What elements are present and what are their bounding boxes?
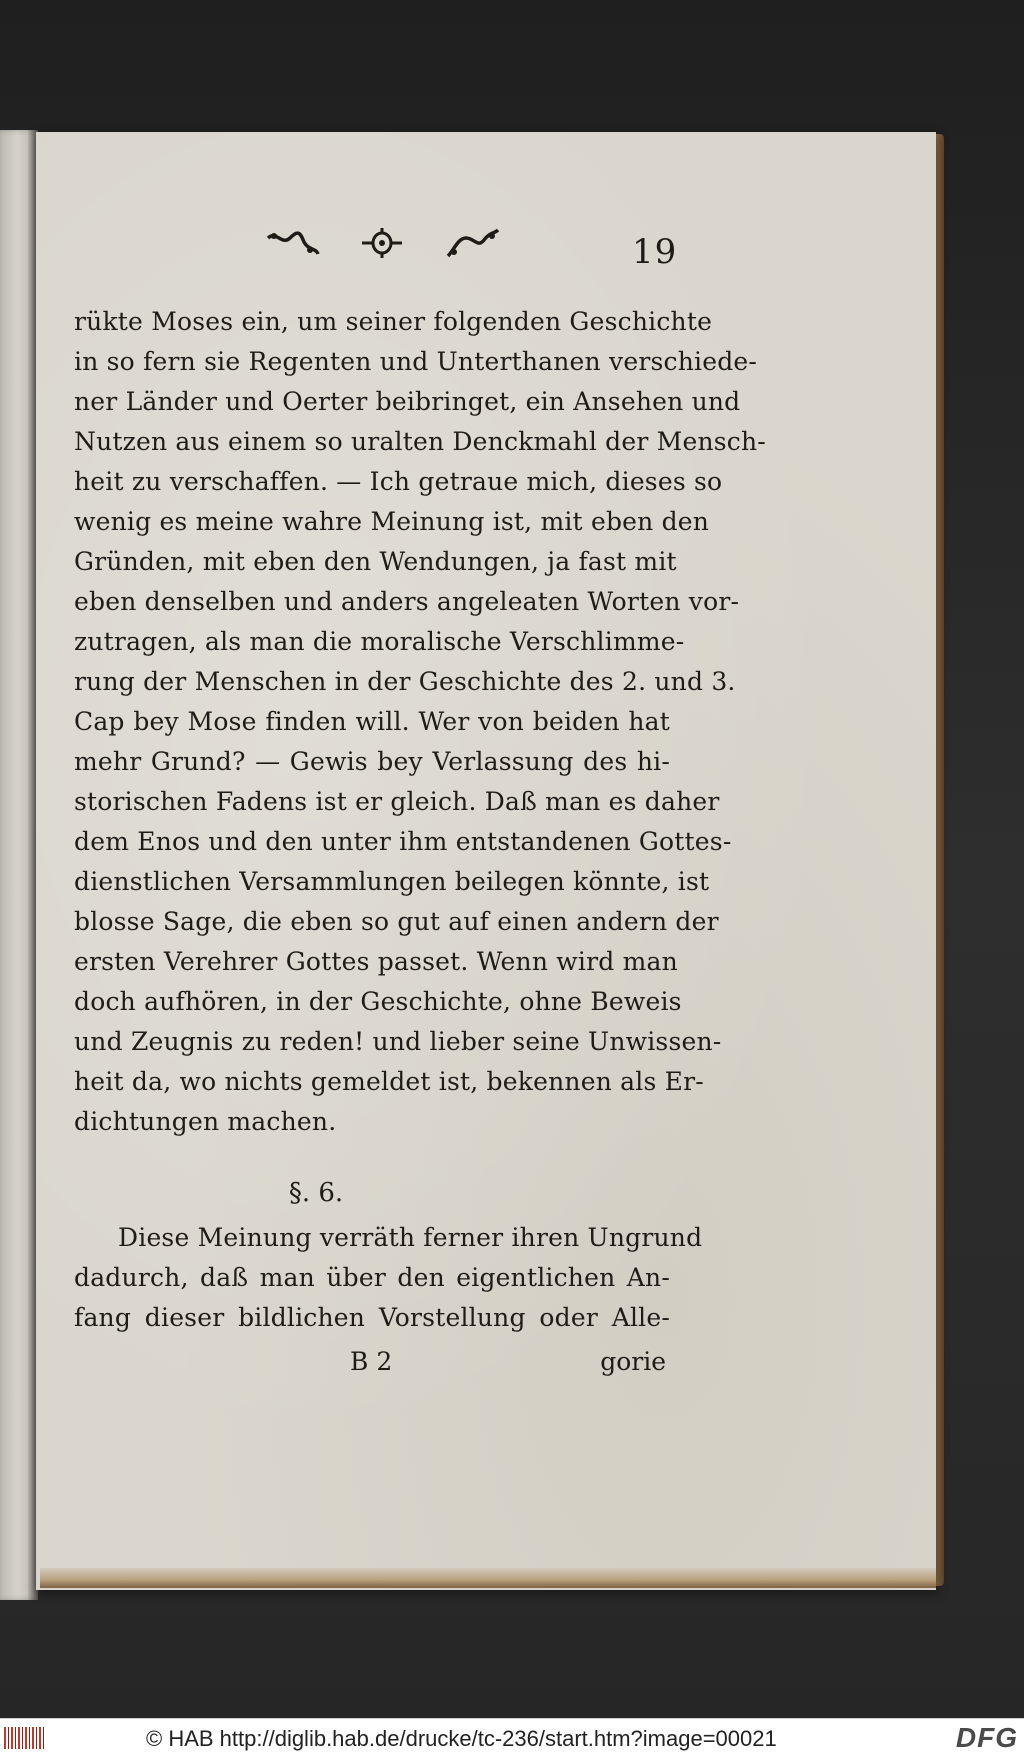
- attribution-bar: [0, 1718, 1024, 1755]
- text-line: dichtungen machen.: [74, 1107, 337, 1136]
- text-line: ersten Verehrer Gottes passet. Wenn wird man: [74, 947, 678, 976]
- header-ornaments: [266, 226, 500, 260]
- text-line: ner Länder und Oerter beibringet, ein Ansehen und: [74, 387, 741, 416]
- text-line: zutragen, als man die moralische Verschlimme-: [74, 627, 685, 656]
- signature-mark: B 2: [350, 1347, 393, 1376]
- text-line: dadurch, daß man über den eigentlichen An-: [74, 1263, 670, 1292]
- text-line: Nutzen aus einem so uralten Denckmahl der Mensch-: [74, 427, 766, 456]
- text-line: wenig es meine wahre Meinung ist, mit eben den: [74, 507, 710, 536]
- text-line: rükte Moses ein, um seiner folgenden Geschichte: [74, 307, 713, 336]
- section-heading: [36, 1178, 936, 1208]
- center-rosette-icon: [360, 226, 404, 260]
- text-line: heit zu verschaffen. — Ich getraue mich, dieses so: [74, 467, 723, 496]
- copyright-link[interactable]: © HAB http://diglib.hab.de/drucke/tc-236/start.htm?image=00021: [146, 1726, 777, 1751]
- left-flourish-icon: [266, 228, 320, 258]
- text-line: storischen Fadens ist er gleich. Daß man es daher: [74, 787, 720, 816]
- text-line: mehr Grund? — Gewis bey Verlassung des hi-: [74, 747, 670, 776]
- right-flourish-icon: [444, 226, 500, 260]
- adjacent-page-edge: [0, 130, 38, 1600]
- text-line: doch aufhören, in der Geschichte, ohne Beweis: [74, 987, 682, 1016]
- text-line: Cap bey Mose finden will. Wer von beiden hat: [74, 707, 670, 736]
- text-line: Diese Meinung verräth ferner ihren Ungrund: [118, 1223, 703, 1252]
- page-number: 19: [632, 232, 678, 272]
- page-bottom-edge: [40, 1568, 936, 1588]
- text-line: Gründen, mit eben den Wendungen, ja fast mit: [74, 547, 677, 576]
- library-barcode-icon: [4, 1727, 44, 1749]
- section-paragraph: [74, 1218, 703, 1338]
- section-number: §. 6.: [288, 1178, 344, 1208]
- catchword: gorie: [600, 1347, 666, 1376]
- paragraph-continuation: [74, 302, 766, 1142]
- text-line: in so fern sie Regenten und Unterthanen verschiede-: [74, 347, 758, 376]
- text-line: dem Enos und den unter ihm entstandenen Gottes-: [74, 827, 732, 856]
- text-line: blosse Sage, die eben so gut auf einen andern der: [74, 907, 719, 936]
- text-line: heit da, wo nichts gemeldet ist, bekennen als Er-: [74, 1067, 704, 1096]
- text-line: fang dieser bildlichen Vorstellung oder Alle-: [74, 1303, 670, 1332]
- text-line: rung der Menschen in der Geschichte des 2. und 3.: [74, 667, 736, 696]
- page-footer-line: [74, 1342, 670, 1382]
- page-header: [36, 226, 936, 286]
- dfg-logo: DFG: [955, 1722, 1018, 1753]
- text-line: dienstlichen Versammlungen beilegen könnte, ist: [74, 867, 710, 896]
- text-line: und Zeugnis zu reden! und lieber seine Unwissen-: [74, 1027, 722, 1056]
- text-line: eben denselben und anders angeleaten Worten vor-: [74, 587, 740, 616]
